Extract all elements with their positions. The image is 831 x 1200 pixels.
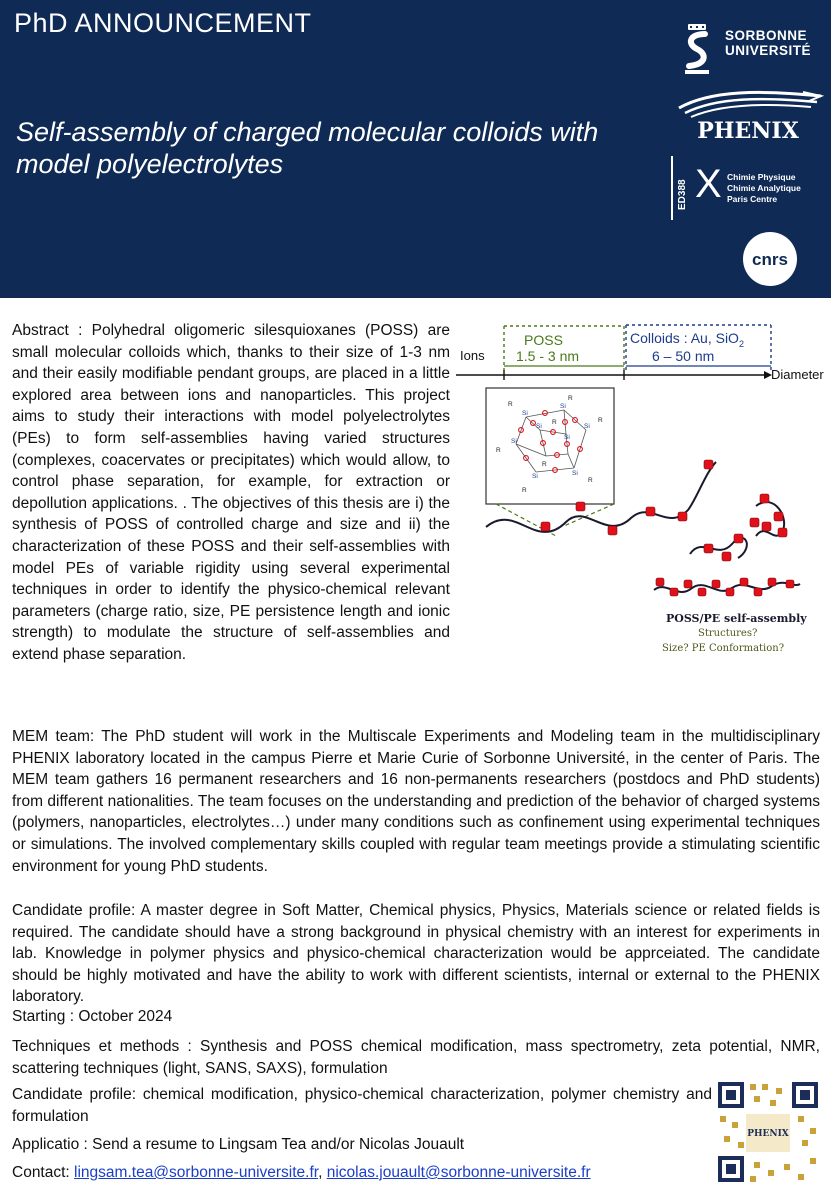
ed-x-icon: X	[695, 162, 722, 206]
sorbonne-emblem-icon	[679, 22, 715, 78]
email-link-jouault[interactable]: nicolas.jouault@sorbonne-universite.fr	[326, 1164, 591, 1181]
svg-text:R: R	[588, 477, 593, 484]
mem-team-text: : The PhD student will work in the Multiscale Experiments and Modeling team in the multidisciplinary PHENIX laboratory located in the campus Pierre et Marie Curie of Sorbonne Université, in the center of Paris. The MEM team gathers 16 permanent researchers and 16 non-permanents researchers (postdocs and PhD students) from different nationalities. The team focuses on the understanding and prediction of the behavior of charged systems (polymers, nanoparticles, electrolytes…) under many conditions such as confinement using experimental techniques or simulations. The involved complementary skills coupled with regular team meetings provide a stimulating scientific environment for young PhD students.	[12, 728, 820, 875]
svg-text:R: R	[598, 417, 603, 424]
diameter-label: Diameter	[771, 367, 824, 382]
ed-line2: Chimie Analytique	[727, 183, 801, 193]
techniques-text: Synthesis and POSS chemical modification, mass spectrometry, zeta potential, NMR, scattering techniques (light, SANS, SAXS), formulation	[12, 1038, 820, 1077]
poss-range: 1.5 - 3 nm	[516, 348, 580, 364]
svg-text:Si: Si	[560, 403, 566, 410]
header-banner	[0, 0, 831, 298]
candidate-profile-text: : A master degree in Soft Matter, Chemical physics, Physics, Materials science or related fields is required. The candidate should have a strong background in physical chemistry with an interest for experiments in lab. Knowledge in polymer physics and physico-chemical characterization would be apprceiated. The candidate should be highly motivated and have the ability to work with different scientists, internal or external to the PHENIX laboratory.	[12, 902, 820, 1006]
sorbonne-wordmark	[725, 28, 811, 58]
logo-column	[661, 0, 831, 298]
svg-text:R: R	[568, 395, 573, 402]
svg-text:R: R	[542, 461, 547, 468]
starting-text: October 2024	[74, 1008, 173, 1025]
ions-label: Ions	[460, 348, 485, 363]
application-label: Applicatio :	[12, 1136, 88, 1153]
ed388-logo	[671, 156, 821, 220]
colloids-range: 6 – 50 nm	[652, 348, 715, 364]
svg-text:Si: Si	[532, 473, 538, 480]
svg-text:R: R	[522, 487, 527, 494]
mem-team-paragraph	[12, 726, 820, 877]
poss-molecule-box	[486, 388, 614, 504]
ed-lines	[727, 172, 801, 205]
zoom-line-2	[564, 504, 614, 526]
qr-phenix-label: PHENIX	[747, 1129, 789, 1139]
svg-text:R: R	[552, 419, 557, 426]
candidate-profile-paragraph	[12, 900, 820, 1008]
mem-team-label: MEM team	[12, 728, 90, 745]
colloids-label: Colloids : Au, SiO$_2$	[630, 330, 744, 349]
sorbonne-line1: SORBONNE	[725, 28, 808, 43]
structures-question: Structures?	[698, 628, 758, 639]
svg-text:Si: Si	[522, 410, 528, 417]
ed-line3: Paris Centre	[727, 194, 778, 204]
svg-text:Si: Si	[564, 434, 570, 441]
sorbonne-line2: UNIVERSITÉ	[725, 43, 812, 58]
candidate-skills-text: chemical modification, physico-chemical characterization, polymer chemistry and formulation	[12, 1086, 712, 1125]
candidate-profile-label: Candidate profile	[12, 902, 131, 919]
ed-line1: Chimie Physique	[727, 172, 796, 182]
techniques-label: Techniques et methods :	[12, 1038, 192, 1055]
email-link-tea[interactable]: lingsam.tea@sorbonne-universite.fr	[74, 1164, 319, 1181]
techniques-paragraph	[12, 1036, 820, 1079]
svg-text:Si: Si	[511, 438, 517, 445]
candidate-skills-paragraph	[12, 1084, 712, 1127]
svg-text:R: R	[508, 401, 513, 408]
page-title: Self-assembly of charged molecular colloids with model polyelectrolytes	[16, 117, 599, 179]
poss-figure	[456, 322, 826, 662]
application-paragraph	[12, 1134, 820, 1156]
svg-text:Si: Si	[584, 423, 590, 430]
sorbonne-logo	[679, 22, 824, 78]
qr-code[interactable]	[714, 1078, 822, 1186]
cnrs-wordmark: cnrs	[752, 250, 788, 269]
svg-text:Si: Si	[572, 470, 578, 477]
phenix-logo	[671, 88, 826, 144]
abstract-text: : Polyhedral oligomeric silesquioxanes (POSS) are small molecular colloids which, thanks to their size of 1-3 nm and their easily modifiable pendant groups, are placed in a little explored area between ions and nanoparticles. This project aims to study their interactions with model polyelectrolytes (PEs) to form self-assemblies having varied structures (complexes, coacervates or precipitates) which would allow, to control phase separation, for example, for extraction or depollution applications. . The objectives of this thesis are i) the synthesis of POSS of controlled charge and size and ii) the characterization of these POSS and their self-assemblies with model PEs of variable rigidity using several experimental techniques in order to identify the physico-chemical relevant parameters (charge ratio, size, PE persistence length and ionic strength) to modulate the structure of self-assemblies and extend phase separation.	[12, 322, 450, 663]
ed-code: ED388	[677, 179, 688, 210]
contact-paragraph	[12, 1162, 820, 1184]
self-assembly-label: POSS/PE self-assembly	[666, 612, 807, 625]
candidate-skills-label: Candidate profile:	[12, 1086, 137, 1103]
size-question: Size? PE Conformation?	[662, 643, 785, 654]
svg-text:R: R	[496, 447, 501, 454]
phenix-wordmark: PHENIX	[697, 118, 799, 144]
contact-separator: ,	[318, 1164, 327, 1181]
poss-label: POSS	[524, 332, 563, 348]
svg-text:Si: Si	[536, 423, 542, 430]
application-text: Send a resume to Lingsam Tea and/or Nicolas Jouault	[87, 1136, 465, 1153]
cnrs-logo	[741, 230, 799, 288]
starting-paragraph	[12, 1006, 820, 1028]
assembly-poss-particles	[656, 578, 794, 596]
abstract-paragraph	[12, 320, 450, 666]
announcement-label: PhD ANNOUNCEMENT	[14, 8, 312, 38]
abstract-label: Abstract	[12, 322, 69, 339]
starting-label: Starting :	[12, 1008, 75, 1025]
contact-label: Contact:	[12, 1164, 70, 1181]
